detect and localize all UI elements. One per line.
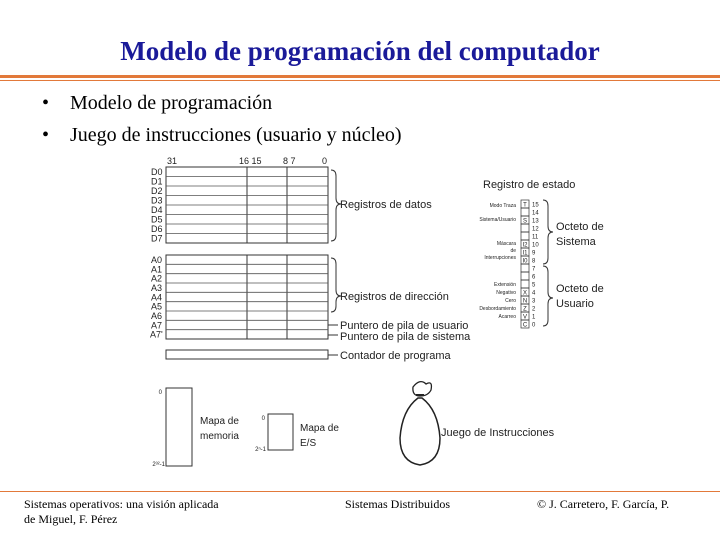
system-octet-brace <box>543 200 553 264</box>
status-bit-number: 2 <box>532 306 536 313</box>
register-label: A7' <box>150 329 163 340</box>
flag-label: Desbordamiento <box>479 306 516 312</box>
status-bit-number: 6 <box>532 274 536 281</box>
slide-title: Modelo de programación del computador <box>120 36 600 66</box>
status-bit-number: 11 <box>532 234 539 241</box>
io-top-address: 0 <box>261 416 265 422</box>
status-bit-flag: I1 <box>522 250 528 257</box>
status-bit-number: 3 <box>532 298 536 305</box>
register-label: D0 <box>151 167 163 177</box>
address-registers <box>150 255 471 343</box>
status-bit-cell <box>521 208 529 216</box>
address-brace <box>331 258 341 312</box>
user-stack-pointer-label: Puntero de pila de usuario <box>340 320 469 332</box>
data-registers <box>151 167 432 244</box>
status-bit-number: 14 <box>532 210 539 217</box>
program-counter <box>166 350 452 362</box>
status-bit-number: 12 <box>532 226 539 233</box>
status-bit-number: 0 <box>532 322 536 329</box>
bullet-marker: • <box>42 92 50 114</box>
status-bit-cell <box>521 224 529 232</box>
bit-label: 8 7 <box>283 156 296 166</box>
footer-course: Sistemas Distribuidos <box>345 497 451 511</box>
system-stack-pointer-label: Puntero de pila de sistema <box>340 331 471 343</box>
bullet-marker: • <box>42 124 50 146</box>
status-bit-flag: I0 <box>522 258 528 265</box>
status-register-title: Registro de estado <box>483 179 576 191</box>
io-map-label: Mapa de <box>300 423 339 434</box>
flag-label: Modo Traza <box>489 203 516 209</box>
memory-bottom-address: 2³²-1 <box>152 462 165 468</box>
flag-label: Acarreo <box>498 314 516 320</box>
memory-map <box>152 388 239 468</box>
memory-top-address: 0 <box>158 390 162 396</box>
user-octet-brace <box>543 266 553 326</box>
instruction-bag-icon <box>400 382 555 465</box>
register-label: A5 <box>151 301 163 312</box>
footer-line: Sistemas operativos: una visión aplicada <box>24 497 219 511</box>
status-bit-number: 5 <box>532 282 536 289</box>
io-map <box>255 414 339 453</box>
register-label: D2 <box>151 186 163 196</box>
data-registers-label: Registros de datos <box>340 199 432 211</box>
status-bit-cell <box>521 264 529 272</box>
status-bit-flag: Z <box>523 306 527 313</box>
status-bit-cell <box>521 232 529 240</box>
status-bit-cell <box>521 280 529 288</box>
bit-header <box>167 156 327 166</box>
bullet-text: Juego de instrucciones (usuario y núcleo) <box>70 124 402 146</box>
status-register <box>479 179 603 329</box>
register-label: A6 <box>151 311 163 321</box>
status-bit-cell <box>521 272 529 280</box>
footer-divider <box>0 491 720 492</box>
status-bits <box>521 200 539 329</box>
register-label: A7 <box>151 320 163 331</box>
status-bit-number: 9 <box>532 250 536 257</box>
status-bit-flag: C <box>522 322 528 329</box>
bit-label: 0 <box>322 156 328 166</box>
bit-label: 16 15 <box>239 156 262 166</box>
status-bit-number: 8 <box>532 258 536 265</box>
register-label: D4 <box>151 205 163 215</box>
memory-map-label: memoria <box>200 431 239 442</box>
register-label: D6 <box>151 224 163 234</box>
status-bit-flag: X <box>522 290 528 297</box>
io-bottom-address: 2ⁿ-1 <box>255 447 266 453</box>
register-label: D3 <box>151 195 163 206</box>
status-bit-number: 4 <box>532 290 536 297</box>
user-octet-label: Octeto de <box>556 283 604 295</box>
register-label: D7 <box>151 233 163 244</box>
bullet-text: Modelo de programación <box>70 92 273 114</box>
flag-label: Máscara <box>496 241 516 247</box>
register-label: A4 <box>151 292 163 303</box>
register-label: D1 <box>151 176 163 187</box>
bit-label: 31 <box>167 156 178 166</box>
status-bit-flag: V <box>522 314 528 321</box>
status-bit-number: 10 <box>532 242 539 249</box>
flag-label: Negativo <box>496 290 516 296</box>
flag-label: Interrupciones <box>484 255 516 261</box>
status-bit-flag: I2 <box>522 242 528 249</box>
register-label: A3 <box>151 283 163 293</box>
user-octet-label: Usuario <box>556 298 594 310</box>
system-octet-label: Sistema <box>556 236 596 248</box>
flag-label: Cero <box>505 298 516 304</box>
instruction-set-label: Juego de Instrucciones <box>441 427 555 439</box>
memory-map-label: Mapa de <box>200 416 239 427</box>
io-map-label: E/S <box>300 438 317 449</box>
status-bit-number: 1 <box>532 314 536 321</box>
register-label: A2 <box>151 273 163 284</box>
footer-book-reference <box>24 497 254 527</box>
register-label: A1 <box>151 264 163 275</box>
status-bit-number: 7 <box>532 266 536 273</box>
flag-label: Extensión <box>494 282 516 288</box>
footer-line: de Miguel, F. Pérez <box>24 512 118 526</box>
status-bit-number: 15 <box>532 202 539 209</box>
status-bit-number: 13 <box>532 218 539 225</box>
flag-label: Sistema/Usuario <box>479 217 516 223</box>
program-counter-label: Contador de programa <box>340 350 451 362</box>
status-bit-flag: S <box>522 218 528 225</box>
status-bit-flag: N <box>522 298 528 305</box>
address-registers-label: Registros de dirección <box>340 291 449 303</box>
footer-copyright: © J. Carretero, F. García, P. <box>537 497 670 511</box>
system-octet-label: Octeto de <box>556 221 604 233</box>
register-label: D5 <box>151 214 163 225</box>
flag-label: de <box>510 248 516 254</box>
register-label: A0 <box>151 255 163 265</box>
status-bit-flag: T <box>523 202 527 209</box>
